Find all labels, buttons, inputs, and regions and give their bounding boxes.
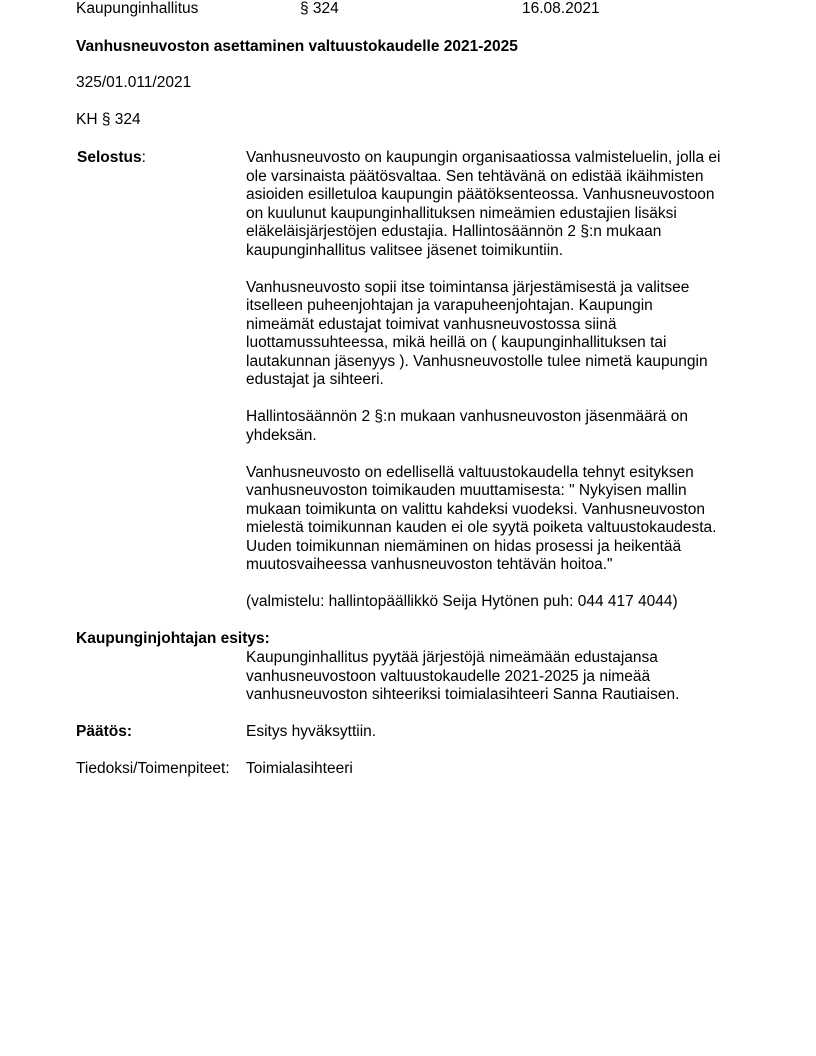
text-line: mielestä toimikunnan kauden ei ole syytä poiketa valtuustokaudesta. (246, 519, 717, 536)
selostus-preparer (246, 593, 756, 612)
text-line: kaupunginhallitus valitsee jäsenet toimikuntiin. (246, 241, 564, 259)
text-line: vanhusneuvostoon valtuustokaudelle 2021-2025 ja nimeää (246, 667, 651, 685)
selostus-paragraph-1 (246, 149, 756, 260)
text-line: Vanhusneuvosto on edellisellä valtuustokaudella tehnyt esityksen (246, 463, 694, 481)
text-line: ole varsinaista päätösvaltaa. Sen tehtävänä on edistää ikäihmisten (246, 167, 704, 185)
selostus-paragraph-4 (246, 464, 756, 575)
text-line: Hallintosäännön 2 §:n mukaan vanhusneuvoston jäsenmäärä on (246, 408, 689, 425)
proposal-body (246, 649, 756, 705)
text-line: mukaan toimikunta on valittu kahdeksi vuodeksi. Vanhusneuvoston (246, 500, 705, 518)
proposal-text (246, 649, 756, 705)
text-line: yhdeksän. (246, 426, 317, 444)
text-line: (valmistelu: hallintopäällikkö Seija Hytönen puh: 044 417 4044) (246, 593, 678, 610)
text-line: luottamussuhteessa, mikä heillä on ( kaupunginhallituksen tai (246, 334, 667, 351)
text-line: edustajat ja sihteeri. (246, 371, 384, 388)
selostus-label (77, 149, 146, 168)
text-line: eläkeläisjärjestöjen edustajia. Hallintosäännön 2 §:n mukaan (246, 223, 662, 240)
selostus-label-text: Selostus (77, 149, 142, 166)
decision-label: Päätös: (76, 723, 132, 740)
distribution-text: Toimialasihteeri (246, 760, 353, 777)
proposal-label: Kaupunginjohtajan esitys: (76, 630, 270, 647)
decision-text: Esitys hyväksyttiin. (246, 723, 377, 740)
diary-number: 325/01.011/2021 (76, 74, 192, 91)
text-line: Uuden toimikunnan niemäminen on hidas prosessi ja heikentää (246, 537, 682, 555)
text-line: itselleen puheenjohtajan ja varapuheenjohtajan. Kaupungin (246, 297, 653, 314)
text-line: on kuulunut kaupunginhallituksen nimeämien edustajien lisäksi (246, 204, 677, 222)
selostus-paragraph-3 (246, 408, 756, 445)
text-line: nimeämät edustajat toimivat vanhusneuvostossa siinä (246, 315, 617, 333)
text-line: asioiden esilletuloa kaupungin päätöksenteossa. Vanhusneuvostoon (246, 186, 715, 203)
selostus-label-colon: : (141, 149, 146, 166)
text-line: muutosvaiheessa vanhusneuvoston tehtävän hoitoa." (246, 556, 613, 573)
text-line: Kaupunginhallitus pyytää järjestöjä nimeämään edustajansa (246, 649, 658, 666)
document-title: Vanhusneuvoston asettaminen valtuustokaudelle 2021-2025 (76, 38, 518, 55)
selostus-paragraph-2 (246, 279, 756, 390)
text-line: vanhusneuvoston sihteeriksi toimialasihteeri Sanna Rautiaisen. (246, 686, 680, 703)
header-organ: Kaupunginhallitus (76, 0, 199, 17)
header-section: § 324 (300, 0, 339, 17)
distribution-label: Tiedoksi/Toimenpiteet: (76, 760, 230, 777)
text-line: Vanhusneuvosto on kaupungin organisaatiossa valmisteluelin, jolla ei (246, 149, 721, 166)
text-line: Vanhusneuvosto sopii itse toimintansa järjestämisestä ja valitsee (246, 278, 690, 296)
text-line: lautakunnan jäsenyys ). Vanhusneuvostolle tulee nimetä kaupungin (246, 352, 708, 370)
selostus-body (246, 149, 756, 612)
kh-reference: KH § 324 (76, 111, 141, 128)
header-date: 16.08.2021 (522, 0, 600, 17)
text-line: vanhusneuvoston toimikauden muuttamisesta: " Nykyisen mallin (246, 482, 687, 499)
